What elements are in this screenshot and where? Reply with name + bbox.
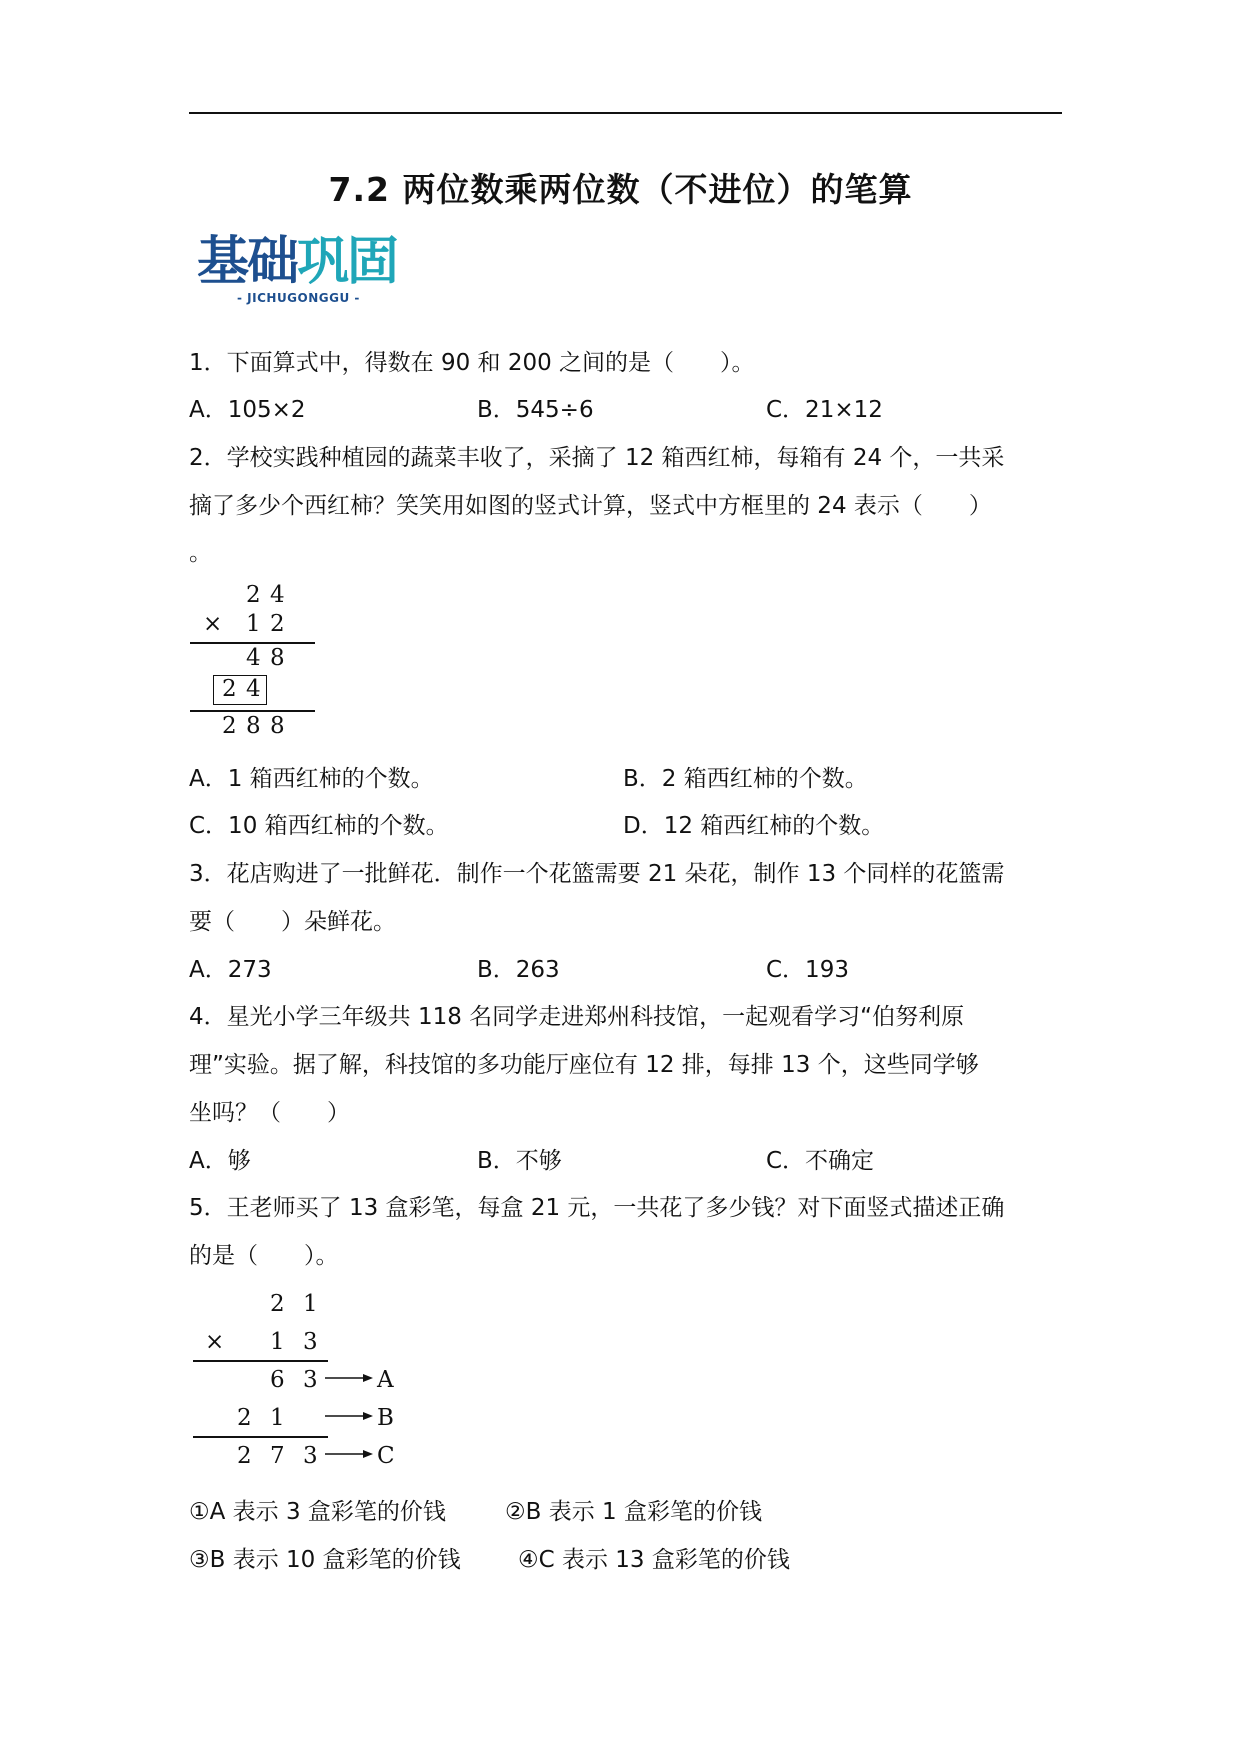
q5-calc-digit: 2: [237, 1405, 252, 1431]
q2-calc-digit: 8: [246, 713, 261, 739]
q5-statement-4: ④C 表示 13 盒彩笔的价钱: [518, 1547, 790, 1573]
q5-calc-times-sign: ×: [205, 1329, 225, 1355]
q5-statement-2: ②B 表示 1 盒彩笔的价钱: [505, 1499, 762, 1525]
q2-calc-digit: 8: [270, 713, 285, 739]
q5-calc-label-b: B: [377, 1405, 394, 1431]
q5-statement-3: ③B 表示 10 盒彩笔的价钱: [189, 1547, 461, 1573]
q3-option-a: A．273: [189, 957, 272, 983]
header-rule: [189, 112, 1062, 114]
logo-subtitle: - JICHUGONGGU -: [237, 291, 360, 305]
q4-option-b: B．不够: [477, 1148, 562, 1174]
q5-calc-digit: 7: [270, 1443, 285, 1469]
q5-calc-digit: 1: [270, 1329, 285, 1355]
q4-text-line3: 坐吗？（ ）: [189, 1100, 350, 1126]
q5-calc-label-c: C: [377, 1443, 395, 1469]
q2-calc-digit: 2: [246, 582, 261, 608]
q2-calc-digit: 4: [246, 645, 261, 671]
page-title: 7.2 两位数乘两位数（不进位）的笔算: [328, 170, 913, 209]
q5-calc-digit: 1: [270, 1405, 285, 1431]
q2-calc-digit: 4: [246, 676, 261, 702]
q5-calc-digit: 2: [237, 1443, 252, 1469]
q5-calc-label-a: A: [377, 1367, 394, 1393]
q1-text: 1．下面算式中，得数在 90 和 200 之间的是（ ）。: [189, 350, 755, 376]
q3-option-b: B．263: [477, 957, 560, 983]
q3-option-c: C．193: [766, 957, 849, 983]
q2-calc-times-sign: ×: [203, 611, 223, 637]
q1-option-c: C．21×12: [766, 397, 883, 423]
q5-statement-1: ①A 表示 3 盒彩笔的价钱: [189, 1499, 446, 1525]
q2-calc-digit: 8: [270, 645, 285, 671]
q5-calc-digit: 3: [303, 1443, 318, 1469]
q5-calc-digit: 1: [303, 1291, 318, 1317]
q5-calc-digit: 3: [303, 1367, 318, 1393]
logo-text: 基础巩固: [197, 232, 398, 292]
q4-text-line1: 4．星光小学三年级共 118 名同学走进郑州科技馆，一起观看学习“伯努利原: [189, 1004, 965, 1030]
q2-calc-digit: 2: [222, 713, 237, 739]
q2-option-c: C．10 箱西红柿的个数。: [189, 813, 449, 839]
q2-option-b: B．2 箱西红柿的个数。: [623, 766, 868, 792]
q2-option-d: D．12 箱西红柿的个数。: [623, 813, 885, 839]
q4-option-c: C．不确定: [766, 1148, 875, 1174]
q5-text-line1: 5．王老师买了 13 盒彩笔，每盒 21 元，一共花了多少钱？对下面竖式描述正确: [189, 1195, 1005, 1221]
q1-option-b: B．545÷6: [477, 397, 594, 423]
q2-calc-digit: 2: [270, 611, 285, 637]
q5-calc-rule: [193, 1436, 328, 1438]
q3-text-line2: 要（ ）朵鲜花。: [189, 909, 396, 935]
arrow-c: [325, 1450, 373, 1458]
q2-text-line3: 。: [189, 540, 212, 566]
q1-option-a: A．105×2: [189, 397, 306, 423]
q5-calc-arrows: [323, 1364, 375, 1476]
q4-text-line2: 理”实验。据了解，科技馆的多功能厅座位有 12 排，每排 13 个，这些同学够: [189, 1052, 979, 1078]
q2-calc-digit: 2: [222, 676, 237, 702]
arrow-a: [325, 1374, 373, 1382]
q5-calc-rule: [193, 1360, 328, 1362]
q5-calc-digit: 2: [270, 1291, 285, 1317]
q2-calc-digit: 4: [270, 582, 285, 608]
section-logo: [197, 232, 415, 312]
q3-text-line1: 3．花店购进了一批鲜花．制作一个花篮需要 21 朵花，制作 13 个同样的花篮需: [189, 861, 1005, 887]
q5-text-line2: 的是（ ）。: [189, 1243, 339, 1269]
q5-calc-digit: 3: [303, 1329, 318, 1355]
q2-text-line2: 摘了多少个西红柿？笑笑用如图的竖式计算，竖式中方框里的 24 表示（ ）: [189, 493, 992, 519]
q2-text-line1: 2．学校实践种植园的蔬菜丰收了，采摘了 12 箱西红柿，每箱有 24 个，一共采: [189, 445, 1005, 471]
q2-calc-digit: 1: [246, 611, 261, 637]
arrow-b: [325, 1412, 373, 1420]
q2-option-a: A．1 箱西红柿的个数。: [189, 766, 434, 792]
q4-option-a: A．够: [189, 1148, 251, 1174]
q5-calc-digit: 6: [270, 1367, 285, 1393]
